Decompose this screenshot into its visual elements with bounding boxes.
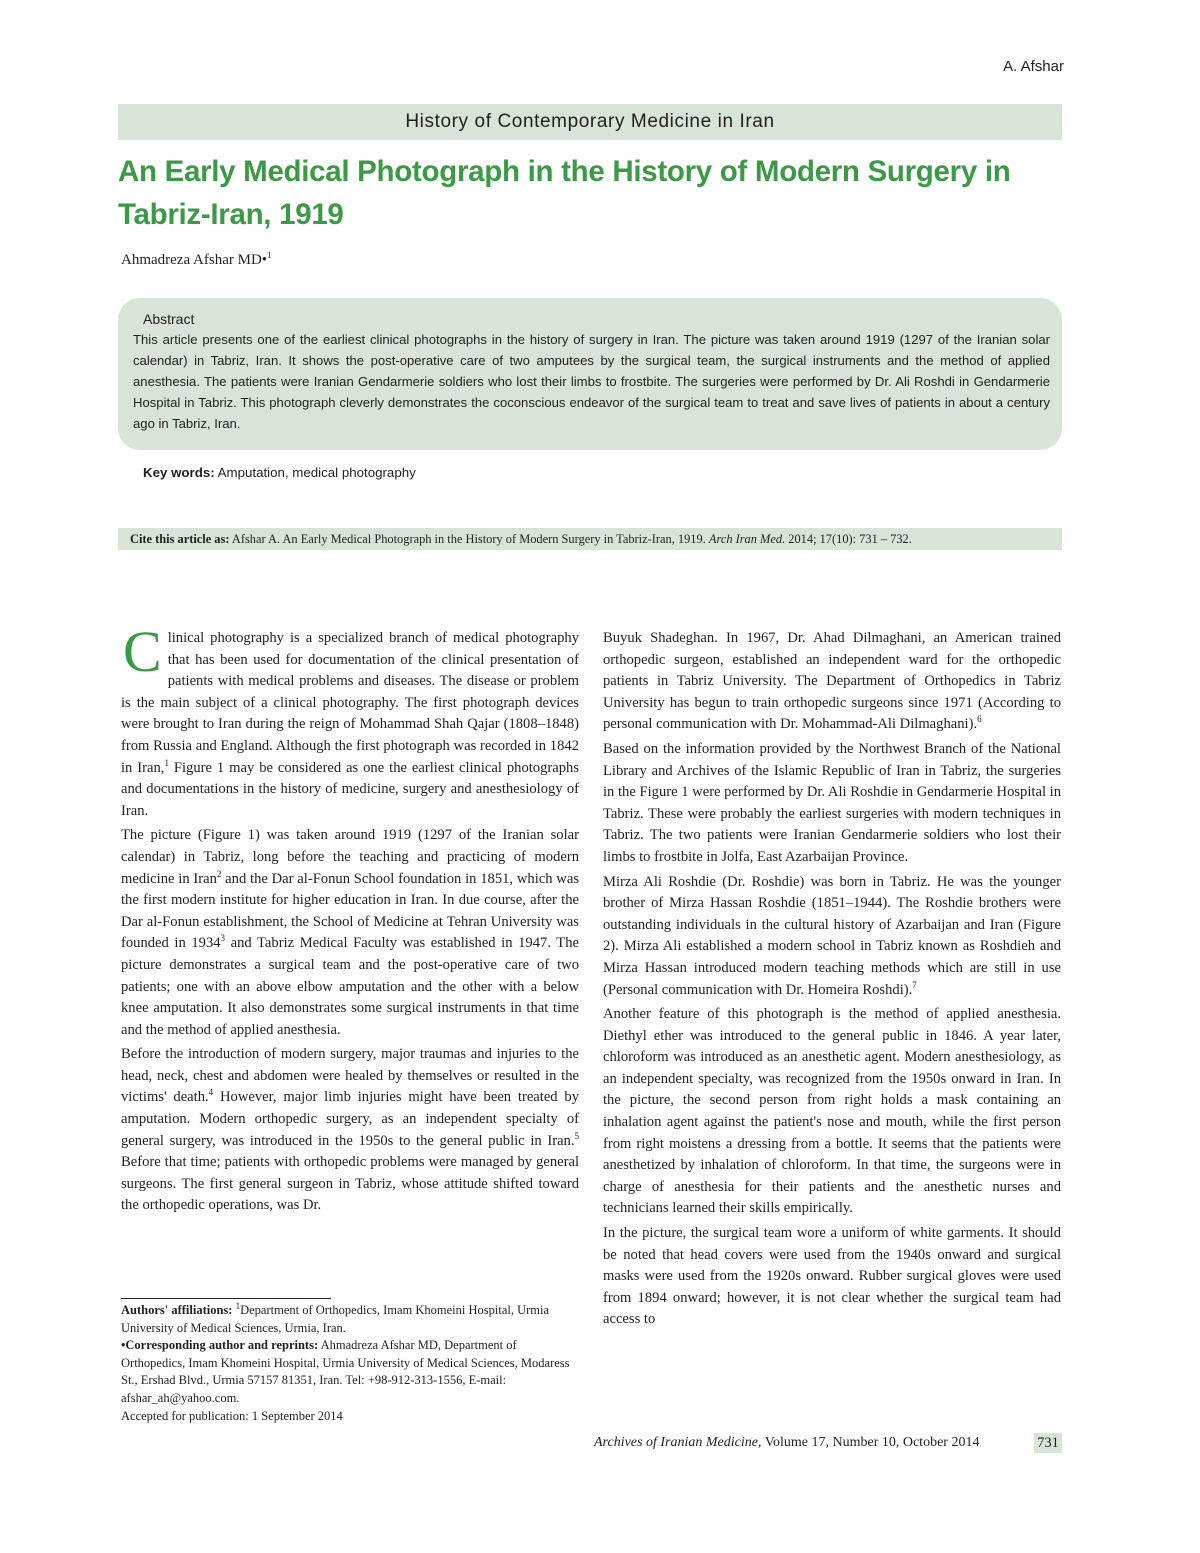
reference-4: 4 [208,1087,214,1098]
corresponding-label: •Corresponding author and reprints: [121,1338,319,1353]
paragraph-3-continued-text: Buyuk Shadeghan. In 1967, Dr. Ahad Dilmaghani, an American trained orthopedic surgeon, established an independent ward for the orthopedic patients in Tabriz University. The Department of Orthopedics in Tabriz University has begun to train orthopedic surgeons since 1971 (According to personal communication with Dr. Mohammad-Ali Dilmaghani). [603,630,1061,733]
affiliations-footnote [121,1302,579,1425]
abstract-text: This article presents one of the earliest clinical photographs in the history of surgery in Iran. The picture was taken around 1919 (1297 of the Iranian solar calendar) in Tabriz, Iran. It shows the post-operative care of two amputees by the surgical team, the surgical instruments and the method of applied anesthesia. The patients were Iranian Gendarmerie soldiers who lost their limbs to frostbite. The surgeries were performed by Dr. Ali Roshdi in Gendarmerie Hospital in Tabriz. This photograph cleverly demonstrates the coconscious endeavor of the surgical team to treat and save lives of patients in about a century ago in Tabriz, Iran. [133,332,1050,431]
author-line [121,252,272,269]
affiliation [121,1302,579,1337]
reference-5: 5 [574,1130,579,1141]
paragraph-6: Another feature of this photograph is the method of applied anesthesia. Diethyl ether was introduced to the general public in 1846. A year later, chloroform was introduced as an anesthetic agent. Modern anesthesiology, as an independent specialty, was recognized from the 1950s onward in Iran. In the picture, the second person from right holds a mask containing an inhalation agent against the patient's nose and mouth, while the first person from right moistens a dressing from a bottle. It seems that the patients were anesthetized by inhalation of chloroform. In that time, the surgeons were in charge of anesthesia for their patients and the anesthetic nurses and technicians learned their skills empirically. [603,1006,1061,1217]
author-name: Ahmadreza Afshar MD• [121,252,268,268]
reference-7: 7 [912,979,917,990]
citation-journal: Arch Iran Med. [708,532,786,546]
paragraph-1-text: linical photography is a specialized branch of medical photography that has been used for documentation of the clinical presentation of patients with medical problems and diseases. The disease or problem is the main subject of a clinical photography. The first photograph devices were brought to Iran during the reign of Mohammad Shah Qajar (1808–1848) from Russia and England. Although the first photograph was recorded in 1842 in Iran, [121,630,579,776]
section-label: History of Contemporary Medicine in Iran [405,111,775,132]
paragraph-3-text-c: Before that time; patients with orthopedic problems were managed by general surgeons. The first general surgeon in Tabriz, whose attitude shifted toward the orthopedic operations, was Dr. [121,1154,579,1214]
footer-journal: Archives of Iranian Medicine, [594,1435,762,1450]
citation-label: Cite this article as: [130,532,230,546]
citation-volume: 2014; 17(10): 731 – 732. [788,532,912,546]
reference-1: 1 [164,757,169,768]
corresponding-text: Ahmadreza Afshar MD, Department of Orthopedics, Imam Khomeini Hospital, Urmia University of Medical Sciences, Modaress St., Ershad Blvd., Urmia 57157 81351, Iran. Tel: +98-912-313-1556, E-mail: afshar_ah@yahoo.com. [121,1338,570,1405]
page-number: 731 [1034,1433,1062,1453]
paragraph-5 [603,872,1061,1002]
citation-bar [118,528,1062,550]
reference-6: 6 [977,714,982,725]
keywords-text: Amputation, medical photography [217,465,416,480]
affiliation-ref: 1 [235,1300,241,1311]
paragraph-2-text-c: and Tabriz Medical Faculty was established in 1947. The picture demonstrates a surgical team and the post-operative care of two patients; one with an above elbow amputation and the other with a below knee amputation. It also demonstrates some surgical instruments in that time and the method of applied anesthesia. [121,935,579,1038]
body-column-right [603,628,1061,1334]
journal-footer [594,1435,979,1451]
affiliation-text: Department of Orthopedics, Imam Khomeini Hospital, Urmia University of Medical Sciences, Urmia, Iran. [121,1303,550,1335]
drop-cap: C [123,619,162,684]
paragraph-5-text: Mirza Ali Roshdie (Dr. Roshdie) was born in Tabriz. He was the younger brother of Mirza Hassan Roshdie (1851–1944). The Roshdie brothers were outstanding individuals in the cultural history of Azarbaijan and Iran (Figure 2). Mirza Ali established a modern school in Tabriz known as Roshdieh and Mirza Hassan introduced modern teaching methods which are still in use (Personal communication with Dr. Homeira Roshdi). [603,873,1061,998]
paragraph-4: Based on the information provided by the Northwest Branch of the National Library and Archives of the Islamic Republic of Iran in Tabriz, the surgeries in the Figure 1 were performed by Dr. Ali Roshdie in Gendarmerie Hospital in Tabriz. These were probably the earliest surgeries with modern techniques in Tabriz. The two patients were Iranian Gendarmerie soldiers who lost their limbs to frostbite in Jolfa, East Azarbaijan Province. [603,740,1061,865]
accepted-date: Accepted for publication: 1 September 2014 [121,1408,343,1423]
section-banner [118,104,1062,140]
affiliation-label: Authors' affiliations: [121,1303,233,1317]
paragraph-1 [121,619,579,822]
citation-text: Afshar A. An Early Medical Photograph in the History of Modern Surgery in Tabriz-Iran, 1919. [231,532,706,546]
footnote-rule [121,1298,331,1299]
footer-issue: Volume 17, Number 10, October 2014 [764,1435,980,1450]
keywords [143,465,416,480]
paragraph-1-end: Figure 1 may be considered as one the earliest clinical photographs and documentations in the history of medicine, surgery and anesthesiology of Iran. [121,759,579,819]
reference-2: 2 [216,868,222,879]
author-affil-ref: 1 [267,250,272,260]
paragraph-2-text-a: The picture (Figure 1) was taken around 1919 (1297 of the Iranian solar calendar) in Tabriz, long before the teaching and practicing of modern medicine in Iran [121,827,579,887]
paragraph-7: In the picture, the surgical team wore a uniform of white garments. It should be noted that head covers were used from the 1940s onward and surgical masks were used from the 1920s onward. Rubber surgical gloves were used from 1894 onward; however, it is not clear whether the surgical team had access to [603,1225,1061,1328]
corresponding-author [121,1337,579,1407]
reference-3: 3 [220,933,226,944]
abstract-heading: Abstract [143,311,195,327]
paragraph-3 [121,1044,579,1217]
paragraph-2 [121,825,579,1041]
running-header-author: A. Afshar [1003,58,1064,75]
body-column-left [121,619,580,1220]
paragraph-2-text-b: and the Dar al-Fonun School foundation in 1851, which was the first modern institute for higher education in Iran. In due course, after the Dar al-Fonun establishment, the School of Medicine at Tehran University was founded in 1934 [121,870,579,952]
keywords-label: Key words: [143,465,215,480]
article-title: An Early Medical Photograph in the History of Modern Surgery in Tabriz-Iran, 1919 [118,155,1011,231]
paragraph-3-text-a: Before the introduction of modern surgery, major traumas and injuries to the head, neck, chest and abdomen were healed by themselves or resulted in the victims' death. [121,1046,579,1106]
paragraph-3-text-b: However, major limb injuries might have been treated by amputation. Modern orthopedic surgery, as an independent specialty of general surgery, was introduced in the 1950s to the general public in Iran. [121,1089,580,1149]
paragraph-3-continued [603,628,1061,736]
